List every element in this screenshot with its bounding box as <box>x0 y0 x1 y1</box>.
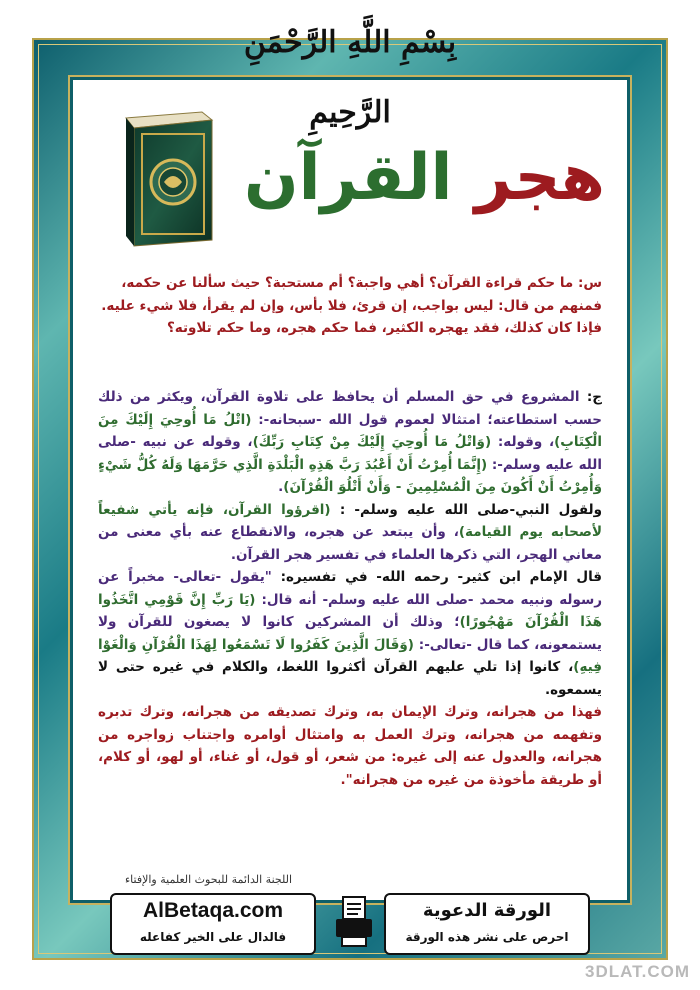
answer-text: ؛ وذلك أن المشركين كانوا لا يصغون للقرآن ولا يستمعونه، كما قال -تعالى-: <box>98 614 602 653</box>
answer-paragraph-1 <box>98 386 602 499</box>
question-line: فإذا كان كذلك، فقد يهجره الكثير، فما حكم هجره، وما حكم تلاوته؟ <box>166 320 602 336</box>
question-line: فمنهم من قال: ليس بواجب، إن قرئ، فلا بأس، وإن لم يقرأ، فلا شيء عليه. <box>101 297 602 314</box>
quran-book-icon <box>112 108 216 248</box>
answer-text: فهذا من هجرانه، وترك الإيمان به، وترك تصديقه من هجرانه، وترك تدبره وتفهمه من هجرانه، وترك العمل به وامتثال أوامره واجتناب زواجره من هجرانه، والعدول عنه إلى غيره: من شعر، أو قول، أو غناء، أو لهو، أو كلام، أو طريقة مأخوذة من غيره من هجرانه". <box>98 704 602 788</box>
answer-text: المشروع في حق المسلم أن يحافظ على تلاوة القرآن، ويكثر من ذلك حسب استطاعته؛ امتثالا لعموم قول الله -سبحانه-: <box>98 389 602 428</box>
title-word-hajr: هجر <box>474 141 605 215</box>
watermark: 3DLAT.COM <box>584 962 690 981</box>
quote: "يقول -تعالى- مخبراً عن رسوله ونبيه محمد -صلى الله عليه وسلم- أنه قال: <box>98 569 602 608</box>
source-attribution: اللجنة الدائمة للبحوث العلمية والإفتاء <box>125 873 293 886</box>
card-box <box>384 893 590 955</box>
answer-text: ولقول النبي-صلى الله عليه وسلم- : <box>330 501 603 518</box>
question-block <box>98 272 602 340</box>
question-line: س: ما حكم قراءة القرآن؟ أهي واجبة؟ أم مستحبة؟ حيث سألنا عن حكمه، <box>121 275 602 291</box>
answer-text: ، وقوله عن نبيه -صلى الله عليه وسلم-: <box>98 434 602 473</box>
page-title <box>244 128 605 228</box>
answer-paragraph-2 <box>98 499 602 567</box>
verse: (وَقَالَ الَّذِينَ كَفَرُوا لَا تَسْمَعُوا لِهَذَا الْقُرْآنِ وَالْغَوْا فِيهِ) <box>98 636 602 675</box>
answer-text: ، كانوا إذا تلي عليهم القرآن أكثروا اللغط، والكلام في غيره حتى لا يسمعوه. <box>98 659 602 698</box>
verse: (وَاتْلُ مَا أُوحِيَ إِلَيْكَ مِنْ كِتَابِ رَبِّكَ) <box>252 434 492 450</box>
footer <box>110 893 590 955</box>
answer-text: ، وأن يبتعد عن هجره، والانقطاع عنه بأي معنى من معاني الهجر، التي ذكرها العلماء في تفسير هجر القرآن. <box>98 524 602 563</box>
bismillah-calligraphy: بِسْمِ اللَّهِ الرَّحْمَنِ الرَّحِيمِ <box>243 25 457 130</box>
answer-text: . <box>278 479 284 495</box>
card-title: الورقة الدعوية <box>422 900 552 921</box>
answer-text: ، وقوله: <box>491 434 555 450</box>
card-subtitle: احرص على نشر هذه الورقة <box>405 930 569 944</box>
answer-paragraph-3 <box>98 566 602 701</box>
answer-paragraph-4 <box>98 701 602 791</box>
hadith: (اقرؤوا القرآن، فإنه يأتي شفيعاً لأصحابه يوم القيامة) <box>98 501 602 540</box>
answer-text: قال الإمام ابن كثير- رحمه الله- في تفسيره: <box>271 569 602 585</box>
printer-icon <box>334 895 374 949</box>
verse: (اتْلُ مَا أُوحِيَ إِلَيْكَ مِنَ الْكِتَابِ) <box>98 411 602 450</box>
verse: (يَا رَبِّ إِنَّ قَوْمِي اتَّخَذُوا هَذَا الْقُرْآنَ مَهْجُورًا) <box>98 591 602 630</box>
website-link[interactable]: AlBetaqa.com <box>142 899 284 922</box>
verse: (إِنَّمَا أُمِرْتُ أَنْ أَعْبُدَ رَبَّ هَذِهِ الْبَلْدَةِ الَّذِي حَرَّمَهَا وَلَهُ كُلُّ شَيْءٍ وَأُمِرْتُ أَنْ أَكُونَ مِنَ الْمُسْلِمِينَ - وَأَنْ أَتْلُوَ الْقُرْآنَ) <box>98 456 602 495</box>
website-slogan: فالدال على الخير كفاعله <box>139 930 287 944</box>
answer-block <box>98 386 602 791</box>
title-word-quran: القرآن <box>244 141 453 215</box>
website-box <box>110 893 316 955</box>
answer-prefix: ج: <box>579 389 602 405</box>
